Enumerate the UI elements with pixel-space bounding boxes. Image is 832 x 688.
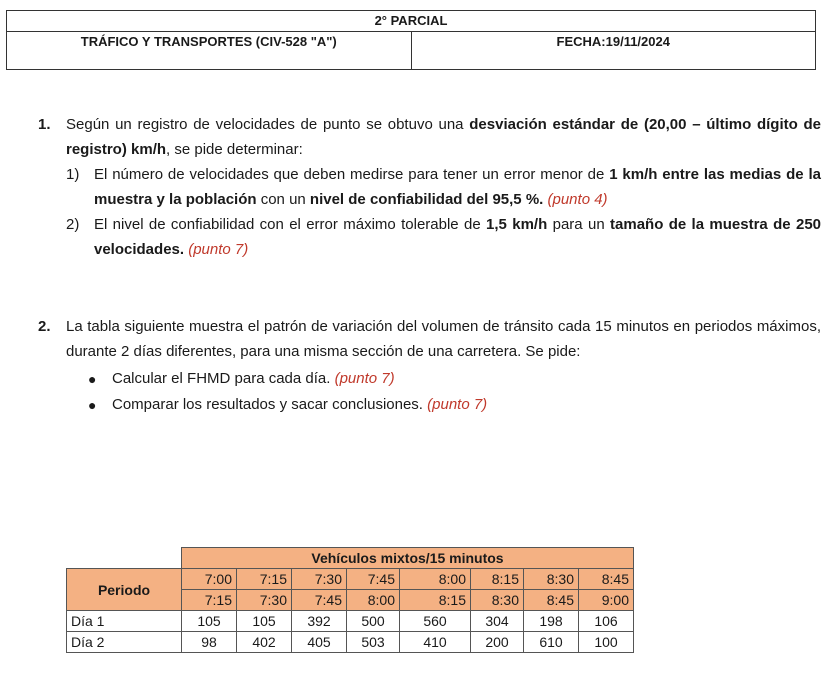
time-end-cell: 8:30: [471, 590, 524, 611]
time-end-cell: 7:45: [292, 590, 347, 611]
course-name: TRÁFICO Y TRANSPORTES (CIV-528 "A"): [80, 34, 337, 49]
volume-cell: 500: [347, 611, 400, 632]
volume-cell: 405: [292, 632, 347, 653]
volume-cell: 410: [400, 632, 471, 653]
volume-cell: 392: [292, 611, 347, 632]
exam-content: [38, 112, 828, 418]
question-1-part-1: 1) El número de velocidades que deben medirse para tener un error menor de 1 km/h entre las medias de la muestra y la población con un nivel de confiabilidad del 95,5 %. (punto 4): [66, 166, 821, 208]
time-start-cell: 8:30: [524, 569, 579, 590]
volume-cell: 560: [400, 611, 471, 632]
exam-header: [6, 10, 816, 70]
question-1-intro: Según un registro de velocidades de punto se obtuvo una desviación estándar de (20,00 – último dígito de registro) km/h, se pide determinar:: [66, 116, 821, 158]
question-2-number: 2.: [38, 318, 51, 335]
volume-cell: 198: [524, 611, 579, 632]
exam-title: 2° PARCIAL: [7, 11, 815, 32]
question-1: [38, 112, 828, 262]
time-end-cell: 9:00: [579, 590, 634, 611]
time-start-cell: 7:15: [237, 569, 292, 590]
volume-cell: 503: [347, 632, 400, 653]
bullet-icon: ●: [88, 371, 97, 387]
volume-cell: 402: [237, 632, 292, 653]
task-item: ● Calcular el FHMD para cada día. (punto 7): [88, 366, 828, 392]
table-row: [67, 611, 634, 632]
question-1-number: 1.: [38, 116, 51, 133]
time-start-cell: 7:00: [182, 569, 237, 590]
time-start-cell: 8:00: [400, 569, 471, 590]
period-header: Periodo: [67, 569, 182, 611]
points-label: (punto 4): [547, 191, 608, 208]
time-start-cell: 7:30: [292, 569, 347, 590]
volume-cell: 105: [182, 611, 237, 632]
volume-cell: 106: [579, 611, 634, 632]
row-label: Día 1: [67, 611, 182, 632]
volume-cell: 200: [471, 632, 524, 653]
question-1-part-2: 2) El nivel de confiabilidad con el error máximo tolerable de 1,5 km/h para un tamaño de la muestra de 250 velocidades. (punto 7): [66, 216, 822, 258]
time-end-cell: 8:00: [347, 590, 400, 611]
time-start-cell: 8:15: [471, 569, 524, 590]
points-label: (punto 7): [334, 370, 395, 387]
volume-cell: 100: [579, 632, 634, 653]
table-row: [67, 632, 634, 653]
points-label: (punto 7): [188, 241, 249, 258]
traffic-volume-table: [66, 547, 634, 653]
points-label: (punto 7): [427, 396, 488, 413]
group-header: Vehículos mixtos/15 minutos: [182, 548, 634, 569]
row-label: Día 2: [67, 632, 182, 653]
volume-cell: 304: [471, 611, 524, 632]
volume-cell: 98: [182, 632, 237, 653]
volume-cell: 105: [237, 611, 292, 632]
exam-header-row: [7, 32, 815, 70]
time-start-row: [67, 569, 634, 590]
time-end-cell: 8:45: [524, 590, 579, 611]
time-start-cell: 8:45: [579, 569, 634, 590]
time-end-cell: 7:15: [182, 590, 237, 611]
volume-cell: 610: [524, 632, 579, 653]
exam-date: FECHA:19/11/2024: [411, 32, 816, 70]
time-start-cell: 7:45: [347, 569, 400, 590]
question-2-intro: La tabla siguiente muestra el patrón de variación del volumen de tránsito cada 15 minutos en periodos máximos, durante 2 días diferentes, para una misma sección de una carretera. Se pide:: [66, 318, 821, 360]
task-item: ● Comparar los resultados y sacar conclusiones. (punto 7): [88, 392, 828, 418]
question-2-tasks: [88, 366, 828, 418]
time-end-cell: 7:30: [237, 590, 292, 611]
question-2: [38, 314, 828, 418]
bullet-icon: ●: [88, 397, 97, 413]
time-end-cell: 8:15: [400, 590, 471, 611]
